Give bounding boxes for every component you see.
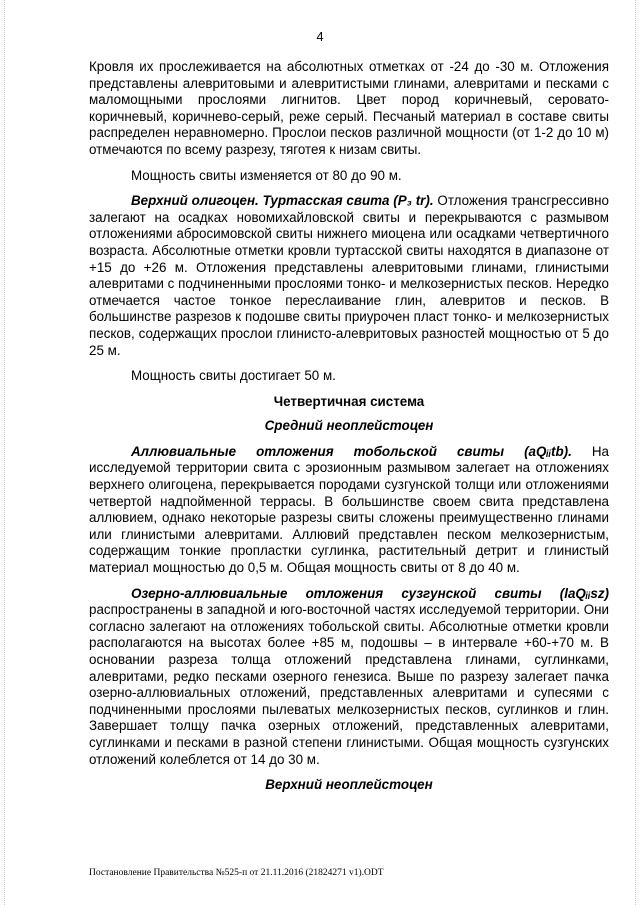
paragraph-lead: Озерно-аллювиальные отложения сузгунской свиты (laQᵢᵢsz) [131,585,609,601]
paragraph-lead: Верхний олигоцен. Туртасская свита (P₃ tr). [131,193,434,209]
page-number: 4 [316,29,324,44]
paragraph-lead: Аллювиальные отложения тобольской свиты (aQᵢᵢtb). [131,443,572,459]
paragraph: Мощность свиты достигает 50 м. [131,368,336,384]
paragraph: Кровля их прослеживается на абсолютных отметках от -24 до -30 м. Отложения представлены алевритовыми и алевритистыми глинами, алевритами и песками с маломощными прослоями лигнитов. Цвет пород коричневый, серовато-коричневый, коричнево-серый, реже серый. Песчаный материал в составе свиты распределен неравномерно. Прослои песков различной мощности (от 1-2 до 10 м) отмечаются по всему разрезу, тяготея к низам свиты. [89,59,609,157]
page-footer: Постановление Правительства №525-п от 21.11.2016 (21824271 v1).ODT [89,868,384,878]
document-body [89,59,609,803]
section-subheading: Верхний неоплейстоцен [265,777,433,793]
paragraph [89,586,609,769]
paragraph-text: На исследуемой территории свита с эрозионным размывом залегает на отложениях верхнего олигоцена, перекрывается породами сузгунской толщи или отложениями четвертой надпойменной террасы. В большинстве своем свита представлена аллювием, однако некоторые разрезы свиты сложены преимущественно глинами или глинистыми алевритами. Аллювий представлен песком мелкозернистым, содержащим тонкие пропластки суглинка, растительный детрит и глинистый материал мощностью до 0,5 м. Общая мощность свиты от 8 до 40 м. [89,443,609,576]
paragraph [89,193,609,359]
paragraph-text: Отложения трансгрессивно залегают на осадках новомихайловской свиты и перекрываются с размывом отложениями абросимовской свиты нижнего миоцена или осадками четвертичного возраста. Абсолютные отметки кровли туртасской свиты находятся в диапазоне от +15 до +26 м. Отложения представлены алевритовыми глинами, глинистыми алевритами с подчиненными прослоями тонко- и мелкозернистых песков. Нередко отмечается частое тонкое переслаивание глин, алевритов и песков. В большинстве разрезов к подошве свиты приурочен пласт тонко- и мелкозернистых песков, содержащих прослои глинисто-алевритовых разностей мощностью от 5 до 25 м. [89,193,609,358]
paragraph-text: распространены в западной и юго-восточной частях исследуемой территории. Они согласно залегают на отложениях тобольской свиты. Абсолютные отметки кровли располагаются на высотах более +85 м, подошвы – в интервале +60-+70 м. В основании разреза толща отложений представлена глинами, суглинками, алевритами, редко песками озерного генезиса. Выше по разрезу залегает пачка озерно-аллювиальных отложений, представленных алевритами и супесями с подчиненными прослоями пылеватых мелкозернистых песков, суглинков и глин. Завершает толщу пачка озерных отложений, представленных алевритами, суглинками и песками в разной степени глинистыми. Общая мощность сузгунских отложений колеблется от 14 до 30 м. [89,602,609,767]
section-subheading: Средний неоплейстоцен [264,418,434,434]
paragraph [89,444,609,577]
page-edge-left [4,0,5,905]
page-edge-right [635,0,636,905]
paragraph: Мощность свиты изменяется от 80 до 90 м. [131,167,402,183]
section-heading: Четвертичная система [273,393,425,409]
